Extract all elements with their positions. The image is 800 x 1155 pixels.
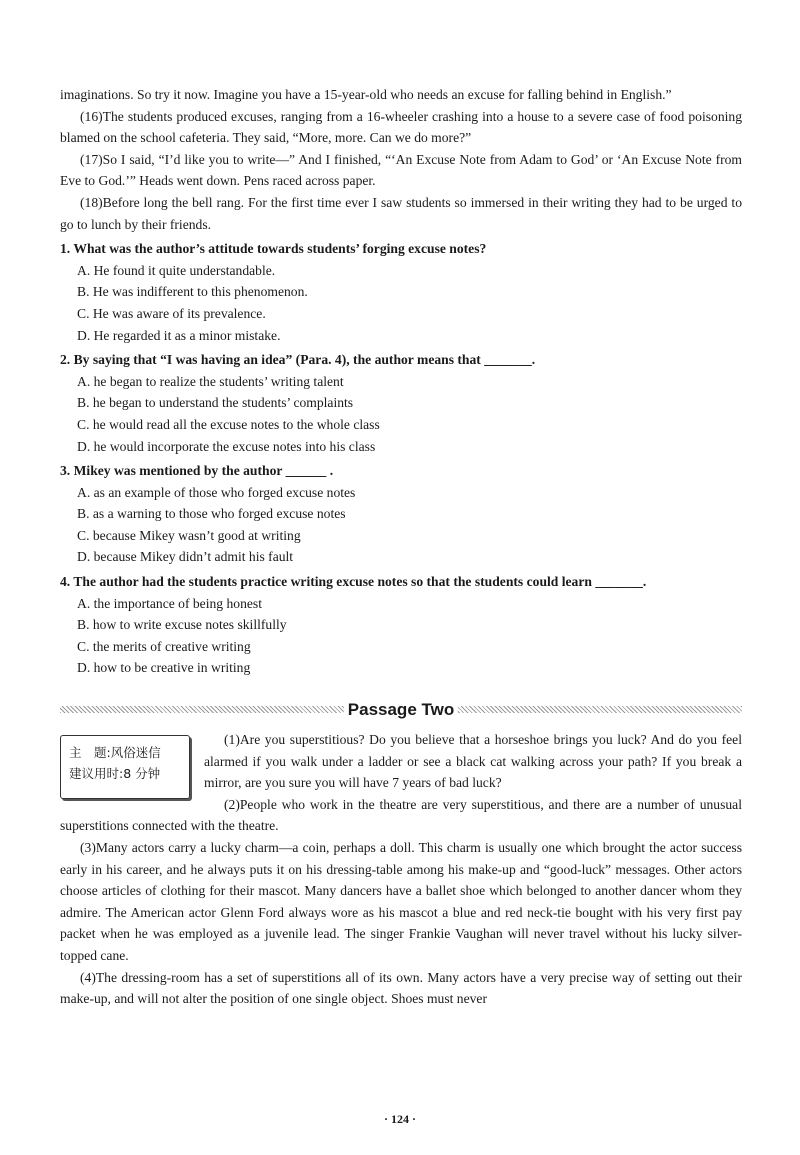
option-a: A. the importance of being honest <box>77 595 262 611</box>
option-c: C. he would read all the excuse notes to the whole class <box>77 416 380 432</box>
option-d: D. He regarded it as a minor mistake. <box>77 327 281 343</box>
section-title: Passage Two <box>344 697 458 723</box>
question-stem: 4. The author had the students practice writing excuse notes so that the students could learn _______. <box>60 574 647 590</box>
paragraph-1: (1)Are you superstitious? Do you believe that a horseshoe brings you luck? And do you feel alarmed if you walk under a ladder or see a black cat walking across your path? If you break a mirror, are you sure you will have 7 years of bad luck? <box>204 732 742 791</box>
paragraph-2: (2)People who work in the theatre are very superstitious, and there are a number of unusual superstitions connected with the theatre. <box>60 796 742 834</box>
question-stem: 1. What was the author’s attitude towards students’ forging excuse notes? <box>60 241 487 257</box>
option-c: C. He was aware of its prevalence. <box>77 305 266 321</box>
paragraph-continued: imaginations. So try it now. Imagine you have a 15-year-old who needs an excuse for falling behind in English.” <box>60 87 672 102</box>
option-b: B. He was indifferent to this phenomenon. <box>77 284 308 300</box>
option-a: A. as an example of those who forged excuse notes <box>77 484 356 500</box>
topic-tag-box <box>60 735 190 799</box>
paragraph-4: (4)The dressing-room has a set of superstitions all of its own. Many actors have a very precise way of setting out their make-up, and will not alter the position of one single object. Shoes must never <box>60 969 742 1007</box>
passage-two-intro <box>60 729 742 794</box>
paragraph-16: (16)The students produced excuses, ranging from a 16-wheeler crashing into a house to a severe case of food poisoning blamed on the school cafeteria. They said, “More, more. Can we do more?” <box>60 108 742 146</box>
section-header <box>60 697 742 725</box>
paragraph-17: (17)So I said, “I’d like you to write—” And I finished, “‘An Excuse Note from Adam to God’ or ‘An Excuse Note from Eve to God.’” Heads went down. Pens raced across paper. <box>60 151 742 189</box>
page-number: · 124 · <box>383 1112 416 1126</box>
option-d: D. because Mikey didn’t admit his fault <box>77 549 294 565</box>
question-3 <box>60 460 742 568</box>
option-d: D. how to be creative in writing <box>77 660 251 676</box>
question-1 <box>60 238 742 346</box>
question-4 <box>60 571 742 679</box>
paragraph-18: (18)Before long the bell rang. For the first time ever I saw students so immersed in their writing they had to be urged to go to lunch by their friends. <box>60 194 742 232</box>
option-a: A. he began to realize the students’ writing talent <box>77 373 344 389</box>
question-2 <box>60 349 742 457</box>
page-content <box>60 84 742 1010</box>
option-b: B. he began to understand the students’ complaints <box>77 395 354 411</box>
option-d: D. he would incorporate the excuse notes into his class <box>77 438 376 454</box>
suggested-time-label: 建议用时:8 分钟 <box>69 766 161 782</box>
topic-label: 主 题:风俗迷信 <box>69 745 161 761</box>
option-c: C. the merits of creative writing <box>77 638 251 654</box>
question-stem: 2. By saying that “I was having an idea” (Para. 4), the author means that _______. <box>60 352 536 368</box>
option-a: A. He found it quite understandable. <box>77 262 276 278</box>
option-b: B. as a warning to those who forged excuse notes <box>77 506 346 522</box>
option-b: B. how to write excuse notes skillfully <box>77 617 287 633</box>
question-stem: 3. Mikey was mentioned by the author ______ . <box>60 463 334 479</box>
option-c: C. because Mikey wasn’t good at writing <box>77 527 301 543</box>
paragraph-3: (3)Many actors carry a lucky charm—a coin, perhaps a doll. This charm is usually one which brought the actor success early in his career, and he always puts it on his dressing-table among his make-up and “good-luck” messages. Other actors choose articles of clothing for their mascot. Many dancers have a ballet shoe which belonged to another dancer whom they admire. The American actor Glenn Ford always wore as his mascot a blue and red neck-tie bought with his very first pay packet when he was employed as a juvenile lead. The singer Frankie Vaughan will never travel without his lucky silver-topped cane. <box>60 840 742 963</box>
